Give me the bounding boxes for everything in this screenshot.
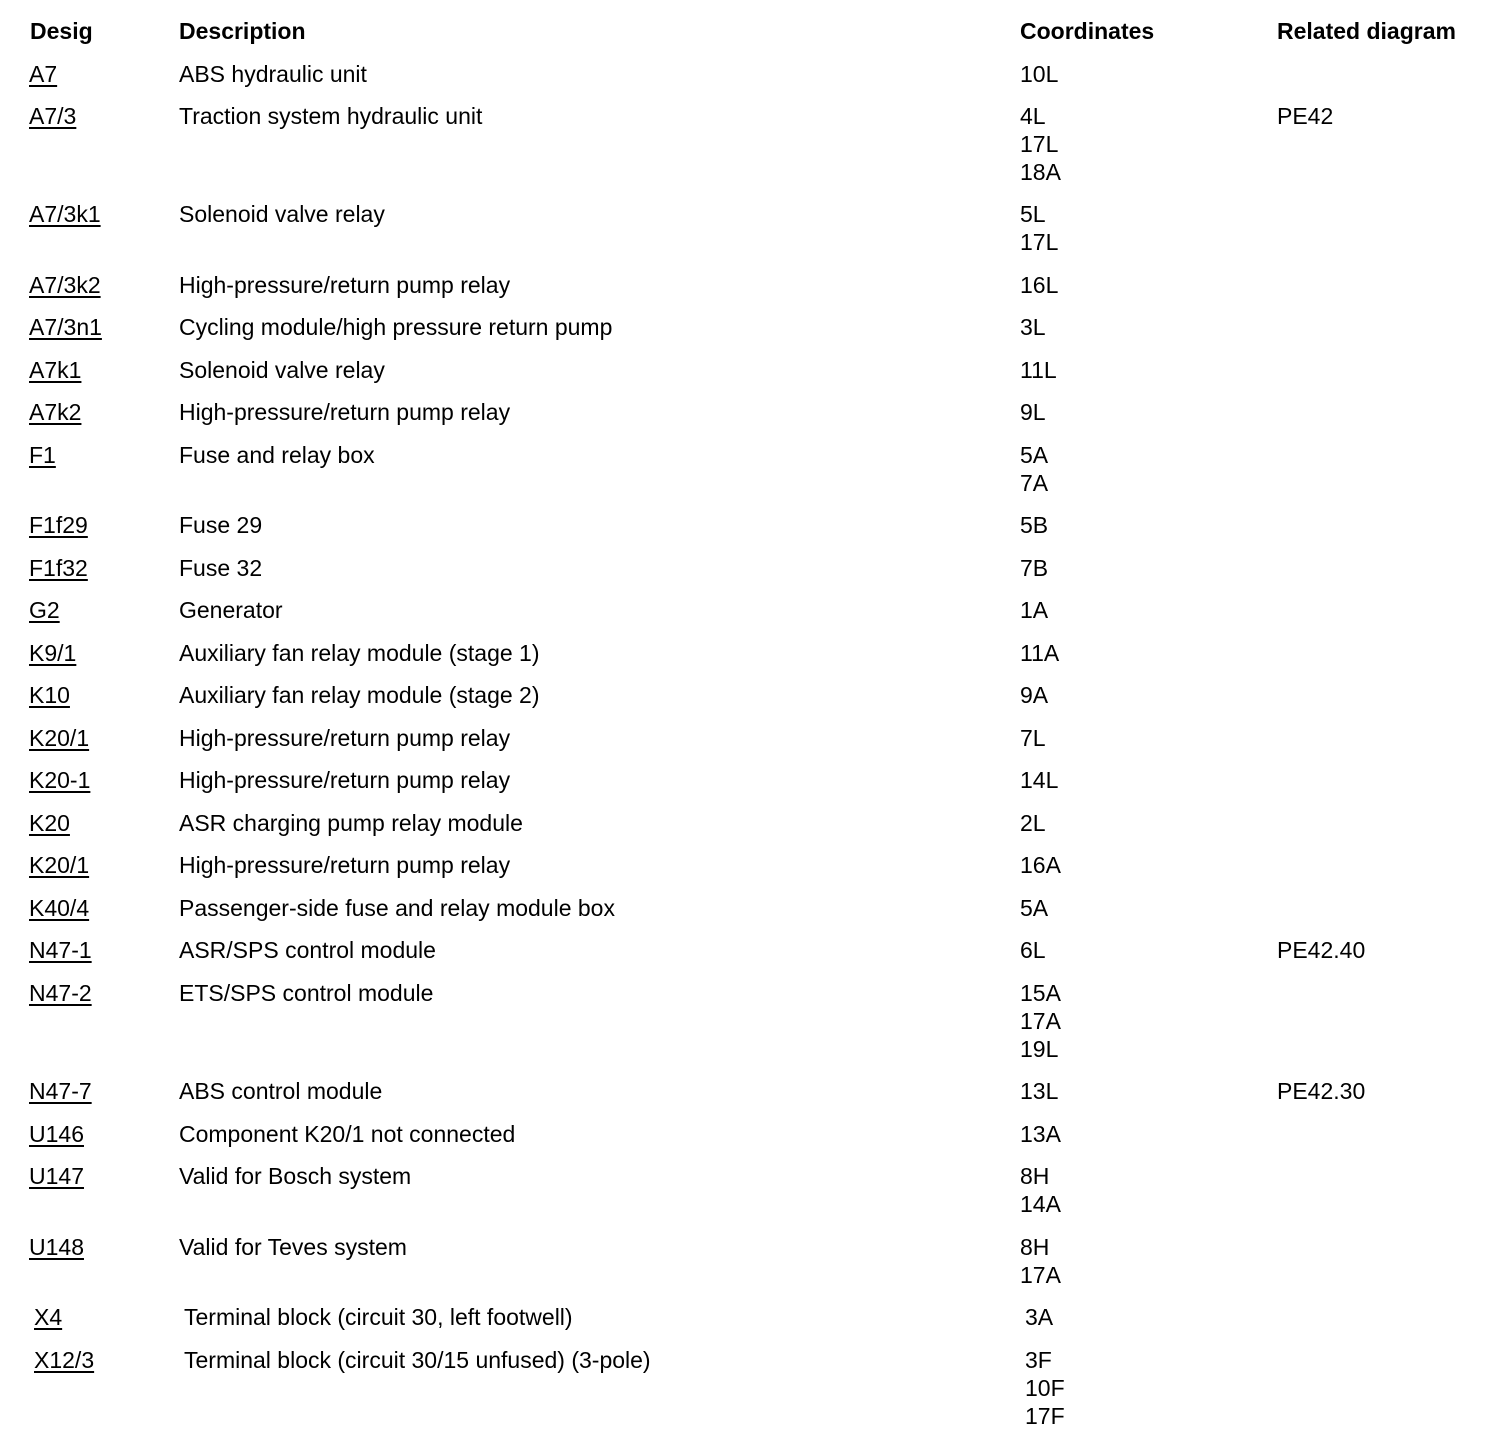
designation-link[interactable]: U148	[29, 1234, 84, 1260]
coordinate-value: 9A	[1020, 682, 1049, 708]
coordinates-cell	[1020, 200, 1058, 256]
coordinate-value: 7A	[1020, 470, 1049, 496]
coordinate-value: 17A	[1020, 1262, 1061, 1288]
coordinate-value: 6L	[1020, 937, 1046, 963]
component-description: Fuse 29	[179, 512, 263, 538]
component-description: High-pressure/return pump relay	[179, 767, 511, 793]
component-description: ASR/SPS control module	[179, 937, 436, 963]
coordinates-cell	[1020, 441, 1048, 497]
coordinate-value: 16A	[1020, 852, 1061, 878]
coordinates-cell	[1020, 1233, 1061, 1289]
designation-link[interactable]: X4	[34, 1304, 63, 1330]
designation-link[interactable]: F1f32	[29, 555, 88, 581]
coordinates-cell	[1020, 979, 1061, 1063]
coordinate-value: 17A	[1020, 1008, 1061, 1034]
coordinate-value: 2L	[1020, 810, 1046, 836]
designation-link[interactable]: X12/3	[34, 1347, 95, 1373]
coordinates-cell	[1020, 102, 1061, 186]
coordinate-value: 17L	[1020, 229, 1059, 255]
coordinates-cell	[1020, 356, 1057, 384]
coordinates-cell	[1020, 398, 1046, 426]
coordinate-value: 4L	[1020, 103, 1046, 129]
coordinates-cell	[1020, 1120, 1061, 1148]
header-related-diagram: Related diagram	[1277, 18, 1456, 44]
designation-link[interactable]: K20-1	[29, 767, 91, 793]
coordinates-cell	[1020, 809, 1046, 837]
designation-link[interactable]: N47-7	[29, 1078, 92, 1104]
coordinate-value: 5L	[1020, 201, 1046, 227]
designation-link[interactable]: K20	[29, 810, 70, 836]
designation-link[interactable]: U147	[29, 1163, 84, 1189]
coordinate-value: 17L	[1020, 131, 1059, 157]
related-diagram: PE42.40	[1277, 937, 1366, 963]
designation-link[interactable]: K20/1	[29, 725, 90, 751]
coordinate-value: 9L	[1020, 399, 1046, 425]
coordinate-value: 7L	[1020, 725, 1046, 751]
coordinates-cell	[1020, 851, 1061, 879]
coordinates-cell	[1020, 60, 1058, 88]
coordinate-value: 10L	[1020, 61, 1059, 87]
designation-link[interactable]: A7/3k1	[29, 201, 101, 227]
coordinates-cell	[1025, 1346, 1065, 1430]
header-description: Description	[179, 18, 306, 44]
coordinate-value: 15A	[1020, 980, 1061, 1006]
coordinate-value: 18A	[1020, 159, 1061, 185]
component-description: Traction system hydraulic unit	[179, 103, 483, 129]
header-coordinates: Coordinates	[1020, 18, 1155, 44]
coordinates-cell	[1020, 1077, 1058, 1105]
coordinates-cell	[1020, 681, 1048, 709]
component-description: Valid for Teves system	[179, 1234, 407, 1260]
component-description: Terminal block (circuit 30, left footwell)	[184, 1304, 573, 1330]
component-description: High-pressure/return pump relay	[179, 725, 511, 751]
component-description: Solenoid valve relay	[179, 357, 385, 383]
coordinates-cell	[1020, 554, 1048, 582]
coordinates-cell	[1020, 511, 1048, 539]
designation-link[interactable]: F1f29	[29, 512, 88, 538]
coordinates-cell	[1020, 639, 1059, 667]
component-description: Passenger-side fuse and relay module box	[179, 895, 615, 921]
coordinate-value: 11L	[1020, 357, 1057, 383]
component-description: High-pressure/return pump relay	[179, 852, 511, 878]
coordinate-value: 5A	[1020, 442, 1049, 468]
designation-link[interactable]: A7	[29, 61, 58, 87]
designation-link[interactable]: A7/3k2	[29, 272, 101, 298]
coordinate-value: 8H	[1020, 1234, 1050, 1260]
coordinate-value: 1A	[1020, 597, 1049, 623]
component-description: ETS/SPS control module	[179, 980, 434, 1006]
designation-link[interactable]: A7/3n1	[29, 314, 102, 340]
coordinates-cell	[1020, 936, 1046, 964]
component-description: Generator	[179, 597, 283, 623]
designation-link[interactable]: A7/3	[29, 103, 77, 129]
component-description: Auxiliary fan relay module (stage 2)	[179, 682, 540, 708]
related-diagram: PE42.30	[1277, 1078, 1366, 1104]
component-description: Cycling module/high pressure return pump	[179, 314, 613, 340]
component-description: Terminal block (circuit 30/15 unfused) (3-pole)	[184, 1347, 651, 1373]
coordinate-value: 3A	[1025, 1304, 1054, 1330]
component-description: High-pressure/return pump relay	[179, 399, 511, 425]
header-desig: Desig	[30, 18, 93, 44]
component-description: Fuse and relay box	[179, 442, 375, 468]
component-description: High-pressure/return pump relay	[179, 272, 511, 298]
designation-link[interactable]: N47-1	[29, 937, 92, 963]
coordinate-value: 11A	[1020, 640, 1060, 666]
coordinate-value: 16L	[1020, 272, 1059, 298]
component-description: ABS hydraulic unit	[179, 61, 367, 87]
component-description: Valid for Bosch system	[179, 1163, 412, 1189]
coordinates-cell	[1020, 724, 1046, 752]
coordinate-value: 5A	[1020, 895, 1049, 921]
coordinate-value: 13L	[1020, 1078, 1059, 1104]
table-header	[0, 16, 1504, 46]
coordinates-cell	[1025, 1303, 1053, 1331]
designation-link[interactable]: F1	[29, 442, 56, 468]
designation-link[interactable]: G2	[29, 597, 60, 623]
coordinate-value: 5B	[1020, 512, 1049, 538]
coordinates-cell	[1020, 766, 1058, 794]
designation-link[interactable]: U146	[29, 1121, 84, 1147]
component-description: Auxiliary fan relay module (stage 1)	[179, 640, 540, 666]
coordinate-value: 8H	[1020, 1163, 1050, 1189]
designation-link[interactable]: K9/1	[29, 640, 77, 666]
component-description: Fuse 32	[179, 555, 263, 581]
coordinates-cell	[1020, 1162, 1061, 1218]
coordinates-cell	[1020, 313, 1046, 341]
related-diagram: PE42	[1277, 103, 1334, 129]
designation-link[interactable]: A7k2	[29, 399, 82, 425]
component-description: Solenoid valve relay	[179, 201, 385, 227]
coordinate-value: 14A	[1020, 1191, 1061, 1217]
component-description: Component K20/1 not connected	[179, 1121, 516, 1147]
coordinate-value: 7B	[1020, 555, 1049, 581]
designation-link[interactable]: K20/1	[29, 852, 90, 878]
designation-link[interactable]: A7k1	[29, 357, 82, 383]
designation-link[interactable]: K40/4	[29, 895, 90, 921]
coordinate-value: 19L	[1020, 1036, 1059, 1062]
component-description: ASR charging pump relay module	[179, 810, 523, 836]
coordinate-value: 17F	[1025, 1403, 1065, 1429]
coordinate-value: 14L	[1020, 767, 1059, 793]
coordinates-cell	[1020, 894, 1048, 922]
coordinate-value: 10F	[1025, 1375, 1065, 1401]
coordinates-cell	[1020, 271, 1058, 299]
designation-link[interactable]: K10	[29, 682, 70, 708]
coordinate-value: 13A	[1020, 1121, 1061, 1147]
designation-link[interactable]: N47-2	[29, 980, 92, 1006]
coordinate-value: 3L	[1020, 314, 1046, 340]
component-description: ABS control module	[179, 1078, 383, 1104]
coordinates-cell	[1020, 596, 1048, 624]
coordinate-value: 3F	[1025, 1347, 1052, 1373]
